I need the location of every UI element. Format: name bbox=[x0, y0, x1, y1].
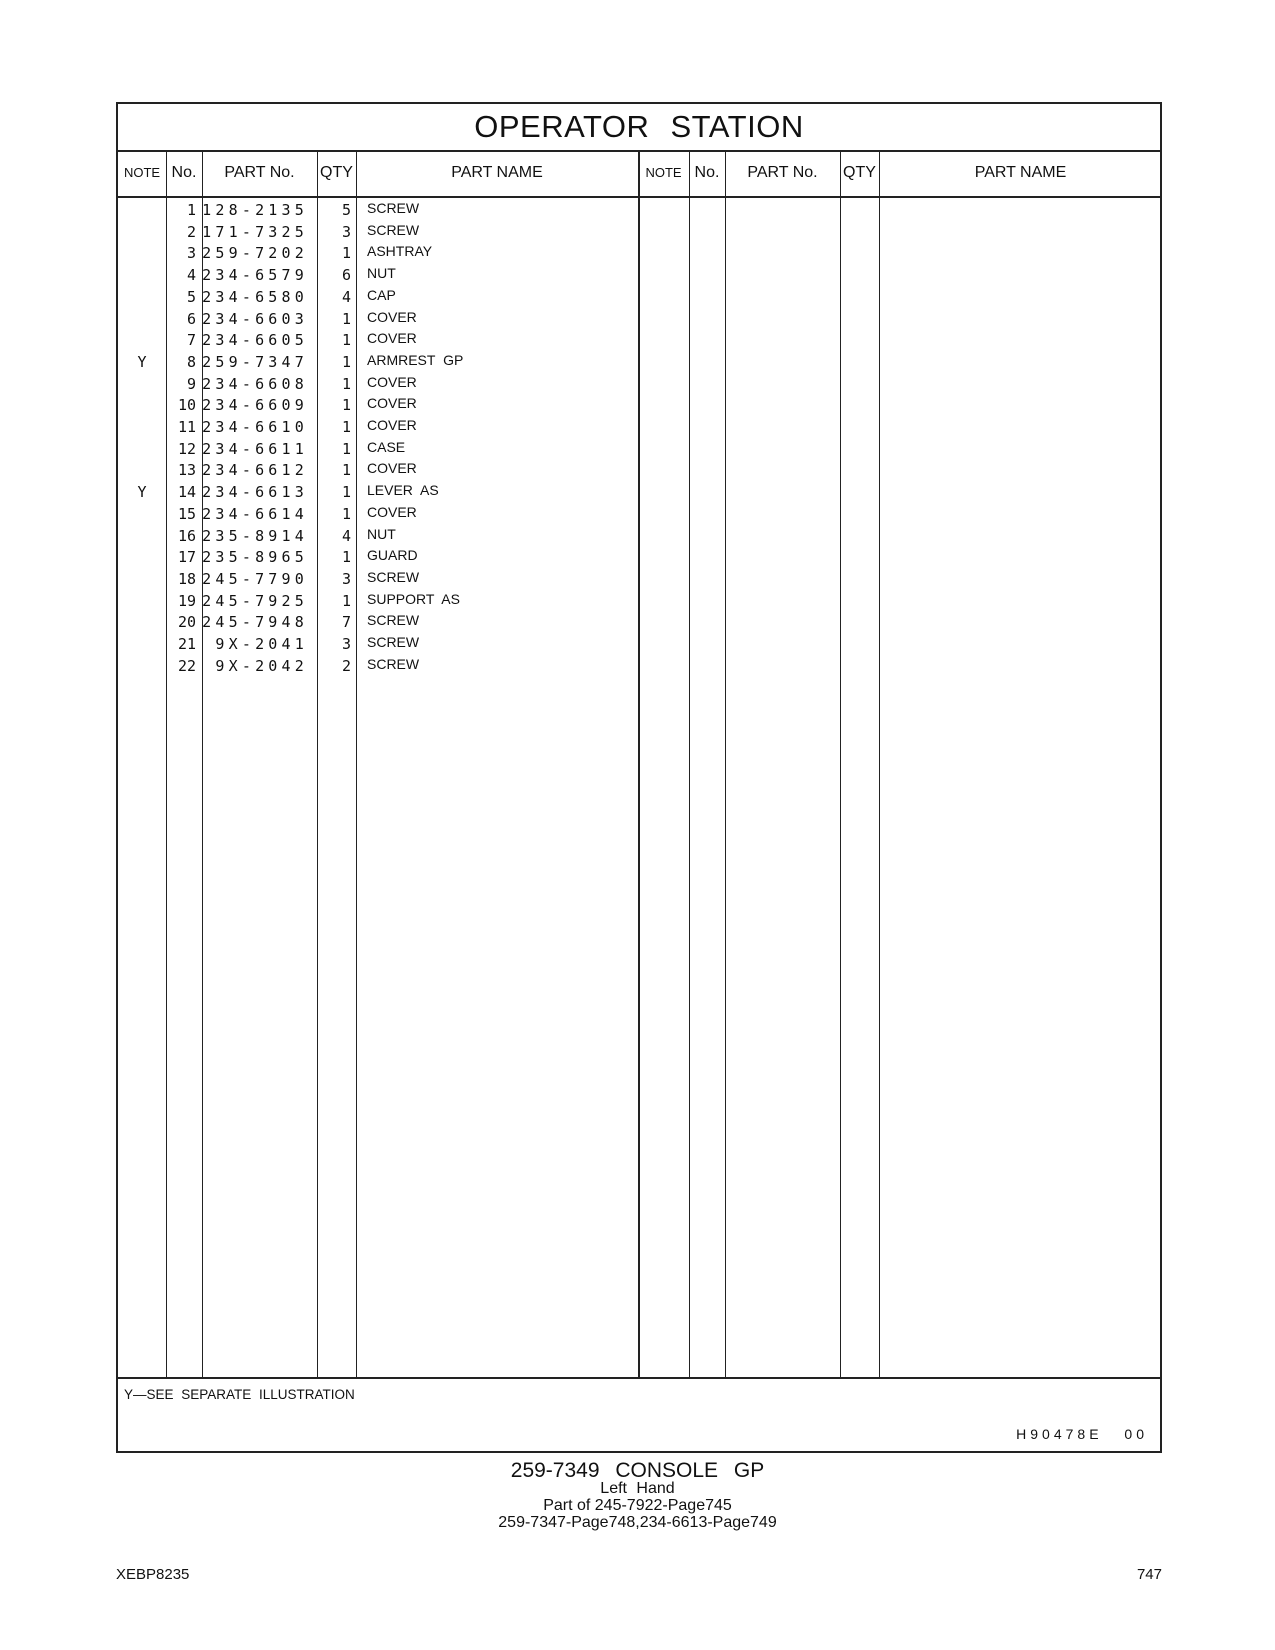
note-cell bbox=[118, 264, 166, 286]
note-cell bbox=[118, 394, 166, 416]
quantity-cell: 1 bbox=[341, 374, 351, 393]
quantity-cell: 1 bbox=[341, 396, 351, 415]
header-part-no: PART No. bbox=[747, 164, 818, 181]
note-cell bbox=[118, 633, 166, 655]
item-number-cell: 13 bbox=[177, 461, 196, 480]
part-number-cell: 234-6610 bbox=[202, 418, 308, 436]
quantity-cell: 1 bbox=[341, 548, 351, 567]
note-cell bbox=[118, 459, 166, 481]
note-cell bbox=[118, 221, 166, 243]
part-number-cell: 259-7347 bbox=[202, 352, 308, 371]
item-number-cell: 18 bbox=[177, 569, 196, 588]
item-number-cell: 10 bbox=[177, 396, 196, 415]
part-number-cell: 259-7202 bbox=[202, 244, 308, 263]
header-qty: QTY bbox=[843, 164, 876, 181]
page-number: 747 bbox=[1136, 1566, 1162, 1583]
part-number-cell: 234-6609 bbox=[202, 396, 308, 415]
part-number-cell: 235-8965 bbox=[202, 548, 308, 567]
caption-title: 259-7349 CONSOLE GP bbox=[510, 1459, 765, 1482]
part-name-cell: NUT bbox=[367, 265, 396, 282]
item-number-cell: 4 bbox=[186, 266, 196, 285]
col-line bbox=[879, 150, 880, 1377]
col-line bbox=[840, 150, 841, 1377]
part-number-cell: 245-7790 bbox=[202, 569, 308, 588]
item-number-cell: 1 bbox=[186, 201, 196, 219]
header-note: NOTE bbox=[645, 165, 682, 180]
note-cell bbox=[118, 199, 166, 221]
part-name-cell: COVER bbox=[367, 503, 417, 520]
note-cell bbox=[118, 611, 166, 633]
part-name-cell: SCREW bbox=[367, 655, 420, 672]
caption-reference: 259-7347-Page748,234-6613-Page749 bbox=[498, 1514, 777, 1531]
part-number-cell: 128-2135 bbox=[202, 201, 308, 219]
part-number-cell: 234-6603 bbox=[202, 309, 308, 328]
part-number-cell: 9X-2041 bbox=[215, 635, 308, 653]
note-cell bbox=[118, 329, 166, 351]
part-number-cell: 234-6612 bbox=[202, 461, 308, 480]
quantity-cell: 1 bbox=[341, 483, 351, 502]
part-number-cell: 234-6608 bbox=[202, 374, 308, 393]
item-number-cell: 16 bbox=[177, 526, 196, 545]
part-name-cell: CAP bbox=[367, 286, 396, 303]
part-name-cell: SCREW bbox=[367, 221, 420, 238]
part-name-cell: COVER bbox=[367, 308, 417, 325]
col-line bbox=[356, 150, 357, 1377]
note-cell: Y bbox=[137, 352, 147, 371]
quantity-cell: 3 bbox=[341, 222, 351, 241]
item-number-cell: 19 bbox=[177, 591, 196, 610]
item-number-cell: 21 bbox=[177, 635, 196, 653]
quantity-cell: 5 bbox=[341, 201, 351, 219]
part-number-cell: 234-6611 bbox=[202, 439, 308, 458]
part-number-cell: 234-6579 bbox=[202, 266, 308, 285]
quantity-cell: 1 bbox=[341, 439, 351, 458]
footer-divider bbox=[118, 1377, 1160, 1379]
part-name-cell: NUT bbox=[367, 525, 396, 542]
note-cell bbox=[118, 373, 166, 395]
illustration-code: H90478E 00 bbox=[1016, 1426, 1148, 1442]
note-cell bbox=[118, 438, 166, 460]
item-number-cell: 5 bbox=[186, 287, 196, 306]
part-name-cell: LEVER AS bbox=[367, 482, 439, 499]
part-number-cell: 234-6614 bbox=[202, 504, 308, 523]
part-number-cell: 235-8914 bbox=[202, 526, 308, 545]
item-number-cell: 3 bbox=[186, 244, 196, 263]
quantity-cell: 6 bbox=[341, 266, 351, 285]
item-number-cell: 20 bbox=[177, 613, 196, 632]
note-cell bbox=[118, 590, 166, 612]
quantity-cell: 1 bbox=[341, 504, 351, 523]
note-cell bbox=[118, 308, 166, 330]
document-id: XEBP8235 bbox=[116, 1566, 190, 1583]
col-line bbox=[725, 150, 726, 1377]
header-no: No. bbox=[694, 164, 720, 181]
quantity-cell: 1 bbox=[341, 461, 351, 480]
header-qty: QTY bbox=[320, 164, 353, 181]
header-note: NOTE bbox=[123, 165, 161, 180]
item-number-cell: 17 bbox=[177, 548, 196, 567]
quantity-cell: 1 bbox=[341, 309, 351, 328]
quantity-cell: 3 bbox=[341, 569, 351, 588]
part-number-cell: 234-6580 bbox=[202, 287, 308, 306]
item-number-cell: 9 bbox=[186, 374, 196, 393]
item-number-cell: 11 bbox=[177, 418, 196, 436]
item-number-cell: 6 bbox=[186, 309, 196, 328]
part-name-cell: SCREW bbox=[367, 634, 420, 650]
part-name-cell: COVER bbox=[367, 417, 417, 433]
part-name-cell: SCREW bbox=[367, 200, 420, 216]
note-cell bbox=[118, 416, 166, 438]
note-cell bbox=[118, 525, 166, 547]
item-number-cell: 8 bbox=[186, 352, 196, 371]
quantity-cell: 1 bbox=[341, 352, 351, 371]
quantity-cell: 2 bbox=[341, 656, 351, 675]
note-cell bbox=[118, 286, 166, 308]
item-number-cell: 12 bbox=[177, 439, 196, 458]
header-part-name: PART NAME bbox=[451, 164, 543, 181]
note-cell bbox=[118, 546, 166, 568]
quantity-cell: 4 bbox=[341, 526, 351, 545]
part-name-cell: CASE bbox=[367, 438, 406, 455]
part-number-cell: 9X-2042 bbox=[215, 656, 308, 675]
quantity-cell: 3 bbox=[341, 635, 351, 653]
part-name-cell: ARMREST GP bbox=[367, 351, 464, 368]
header-part-name: PART NAME bbox=[974, 164, 1067, 181]
note-cell bbox=[118, 503, 166, 525]
part-number-cell: 171-7325 bbox=[202, 222, 308, 241]
parts-list-frame bbox=[116, 102, 1162, 1453]
item-number-cell: 15 bbox=[177, 504, 196, 523]
part-number-cell: 234-6613 bbox=[202, 483, 308, 502]
part-number-cell: 234-6605 bbox=[202, 331, 308, 350]
part-name-cell: COVER bbox=[367, 395, 417, 412]
part-name-cell: SCREW bbox=[367, 568, 420, 585]
footnote: Y—SEE SEPARATE ILLUSTRATION bbox=[124, 1387, 355, 1402]
note-cell bbox=[118, 242, 166, 264]
item-number-cell: 14 bbox=[177, 483, 196, 502]
quantity-cell: 1 bbox=[341, 418, 351, 436]
part-number-cell: 245-7948 bbox=[202, 613, 308, 632]
caption-subtitle: Left Hand bbox=[600, 1480, 675, 1497]
part-name-cell: SUPPORT AS bbox=[367, 590, 460, 607]
quantity-cell: 1 bbox=[341, 591, 351, 610]
part-number-cell: 245-7925 bbox=[202, 591, 308, 610]
part-name-cell: GUARD bbox=[367, 547, 418, 564]
part-name-cell: COVER bbox=[367, 373, 417, 390]
quantity-cell: 1 bbox=[341, 331, 351, 350]
center-col-line bbox=[638, 150, 640, 1377]
section-title: OPERATOR STATION bbox=[474, 109, 804, 144]
header-part-no: PART No. bbox=[224, 164, 295, 181]
col-line bbox=[689, 150, 690, 1377]
quantity-cell: 1 bbox=[341, 244, 351, 263]
caption-reference: Part of 245-7922-Page745 bbox=[543, 1497, 732, 1514]
part-name-cell: COVER bbox=[367, 330, 417, 347]
item-number-cell: 7 bbox=[186, 331, 196, 350]
part-name-cell: SCREW bbox=[367, 612, 420, 629]
note-cell bbox=[118, 655, 166, 677]
part-name-cell: COVER bbox=[367, 460, 417, 477]
quantity-cell: 7 bbox=[341, 613, 351, 632]
header-no: No. bbox=[171, 164, 197, 181]
item-number-cell: 2 bbox=[186, 222, 196, 241]
note-cell bbox=[118, 568, 166, 590]
quantity-cell: 4 bbox=[341, 287, 351, 306]
note-cell: Y bbox=[137, 483, 147, 502]
part-name-cell: ASHTRAY bbox=[367, 243, 433, 260]
item-number-cell: 22 bbox=[177, 656, 196, 675]
